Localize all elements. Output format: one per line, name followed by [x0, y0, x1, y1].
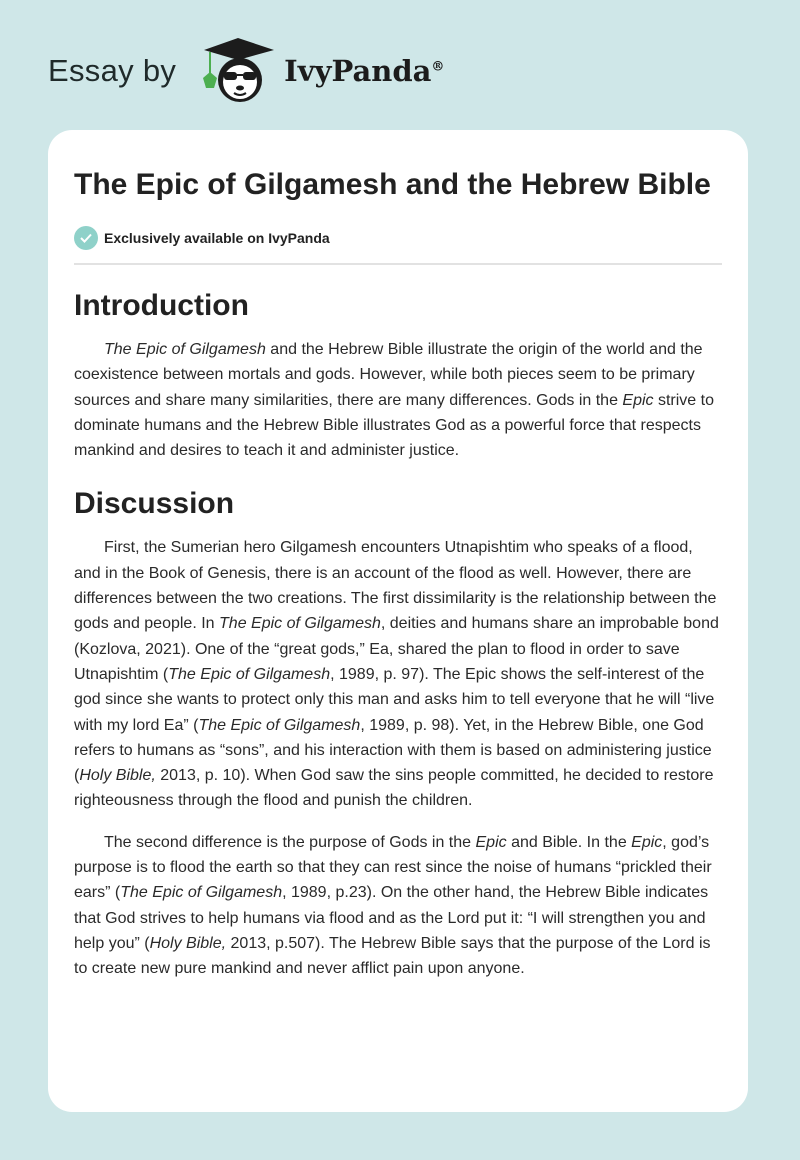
italic-text: Epic [475, 833, 507, 851]
text-segment: 2013, p.507). The Hebrew Bible says that the purpose of the Lord is to create new pure mankind and never afflict pain upon anyone. [74, 934, 711, 978]
text-segment: , 1989, p. 98). Yet, in the Hebrew Bible, one God refers to humans as “sons”, and his interaction with them is based on administering justice ( [74, 716, 712, 785]
text-segment: strive to dominate humans and the Hebrew Bible illustrates God as a powerful force that respects mankind and desires to teach it and administer justice. [74, 391, 714, 460]
italic-text: The Epic of Gilgamesh [168, 665, 331, 683]
registered-mark: ® [431, 59, 445, 75]
paragraph [74, 337, 722, 463]
exclusive-badge [74, 226, 722, 250]
page-title: The Epic of Gilgamesh and the Hebrew Bible [74, 168, 711, 201]
panda-logo-icon [190, 36, 280, 106]
italic-text: Holy Bible, [149, 934, 227, 952]
section-heading: Introduction [74, 289, 249, 322]
italic-text: The Epic of Gilgamesh [198, 716, 361, 734]
essay-body [74, 287, 722, 982]
exclusive-text: Exclusively available on IvyPanda [104, 230, 330, 246]
essay-card [48, 130, 748, 1112]
divider [74, 263, 722, 265]
check-icon [74, 226, 98, 250]
section-heading: Discussion [74, 487, 235, 521]
text-segment: and the Hebrew Bible illustrate the origin of the world and the coexistence between mortals and gods. However, while both pieces seem to be primary sources and share many similarities, there are many differences. Gods in the [74, 341, 703, 409]
brand-prefix: Essay by [48, 53, 177, 88]
text-segment: First, the Sumerian hero Gilgamesh encounters Utnapishtim who speaks of a flood, and in the Book of Genesis, there is an account of the flood as well. However, there are differences between the two creations. The first dissimilarity is the relationship between the gods and people. In [74, 539, 717, 633]
italic-text: Epic [622, 391, 654, 409]
text-segment: 2013, p. 10). When God saw the sins people committed, he decided to restore righteousness through the flood and punish the children. [74, 767, 714, 810]
text-segment: , deities and humans share an improbable bond (Kozlova, 2021). One of the “great gods,” Ea, shared the plan to flood in order to save Utnapishtim ( [74, 615, 719, 683]
italic-text: The Epic of Gilgamesh [104, 341, 266, 358]
italic-text: Epic [631, 833, 663, 851]
brand-name [284, 54, 444, 88]
text-segment: and Bible. In the [506, 833, 632, 851]
paragraph [74, 535, 722, 813]
italic-text: The Epic of Gilgamesh [219, 615, 381, 633]
paragraph [74, 830, 722, 982]
text-segment: , god’s purpose is to flood the earth so that they can rest since the noise of humans “prickled their ears” ( [74, 833, 712, 902]
text-segment: The second difference is the purpose of Gods in the [104, 833, 476, 851]
brand-name-text: IvyPanda [284, 54, 432, 88]
text-segment: , 1989, p.23). On the other hand, the Hebrew Bible indicates that God strives to help humans via flood and as the Lord put it: “I will strengthen you and help you” ( [74, 884, 709, 952]
text-segment: , 1989, p. 97). The Epic shows the self-interest of the god since she wants to protect only this man and asks him to tell everyone that he will “live with my lord Ea” ( [74, 665, 715, 734]
italic-text: The Epic of Gilgamesh [120, 884, 283, 902]
italic-text: Holy Bible, [79, 767, 156, 785]
brand-header [48, 36, 444, 106]
